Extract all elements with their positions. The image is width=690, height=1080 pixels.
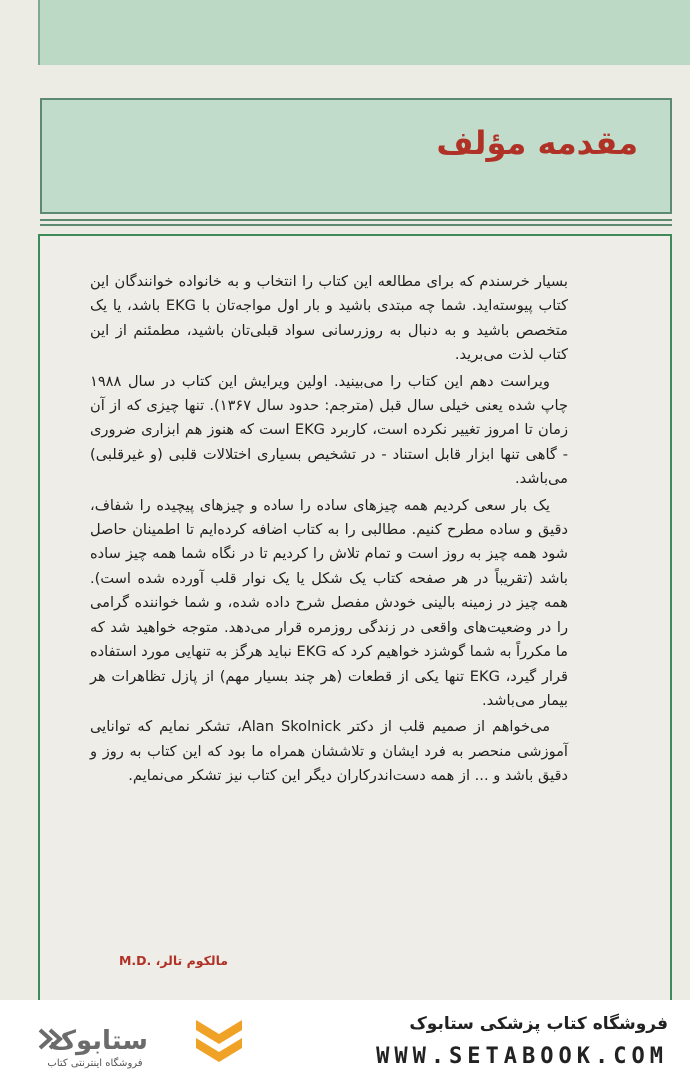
paragraph-3: یک بار سعی کردیم همه چیزهای ساده را ساده و چیزهای پیچیده را شفاف، دقیق و ساده مطرح کنیم. مطالبی را به کتاب اضافه کرده‌ایم تا اطمینان حاصل شود همه چیز به روز است و تمام تلاش را کردیم تا در نگاه شما همه چیز ساده باشد (تقریباً در هر صفحه کتاب یک شکل یا یک نوار قلب آورده شده است). همه چیز در زمینه بالینی خودش مفصل شرح داده شده، و شما خواننده گرامی را در وضعیت‌های واقعی در زندگی روزمره قرار می‌دهد. متوجه خواهید شد که ما مکرراً به شما گوشزد خواهیم کرد که EKG نباید هرگز به تنهایی مورد استفاده قرار گیرد، EKG تنها یکی از قطعات (هر چند بسیار مهم) از پازل تظاهرات هر بیمار می‌باشد. bbox=[89, 496, 568, 709]
header-divider-line bbox=[40, 219, 672, 221]
shop-url[interactable]: WWW.SETABOOK.COM bbox=[376, 1044, 668, 1069]
paragraph-4: می‌خواهم از صمیم قلب از دکتر Alan Skolnick، تشکر نمایم که توانایی آموزشی منحصر به فرد ایشان و تلاششان همراه ما بود که این کتاب به روز و دقیق باشد و ... از همه دست‌اندرکاران دیگر این کتاب نیز تشکر می‌نمایم. bbox=[90, 718, 568, 785]
header-divider-line-2 bbox=[40, 224, 672, 226]
setabook-logo bbox=[36, 1022, 156, 1056]
stacked-chevron-icon bbox=[190, 1012, 248, 1070]
shop-name: فروشگاه کتاب پزشکی ستابوک bbox=[409, 1014, 668, 1034]
chapter-title: مقدمه مؤلف bbox=[436, 124, 638, 162]
logo-wordmark: ستابوک bbox=[49, 1026, 148, 1056]
top-green-band bbox=[38, 0, 690, 65]
paragraph-1: بسیار خرسندم که برای مطالعه این کتاب را انتخاب و به خانواده خوانندگان این کتاب پیوسته‌اید. شما چه مبتدی باشید و بار اول مواجه‌تان با EKG باشد، یا یک متخصص باشید و به دنبال به روزرسانی سواد قبلی‌تان باشید، مطمئنم از این کتاب لذت می‌برید. bbox=[90, 273, 568, 364]
chapter-header bbox=[40, 98, 672, 214]
preface-text bbox=[90, 270, 568, 791]
logo-caption: فروشگاه اینترنتی کتاب bbox=[47, 1058, 143, 1069]
author-signature: مالکوم تالر، .M.D bbox=[118, 953, 228, 968]
paragraph-2: ویراست دهم این کتاب را می‌بینید. اولین ویرایش این کتاب در سال ۱۹۸۸ چاپ شده یعنی خیلی سال قبل (مترجم: حدود سال ۱۳۶۷). تنها چیزی که از آن زمان تا امروز تغییر نکرده است، کاربرد EKG است که هنوز هم ابزاری ضروری - گاهی تنها ابزار قابل استناد - در تشخیص بسیاری اختلالات قلبی (و غیرقلبی) می‌باشد. bbox=[90, 372, 569, 488]
